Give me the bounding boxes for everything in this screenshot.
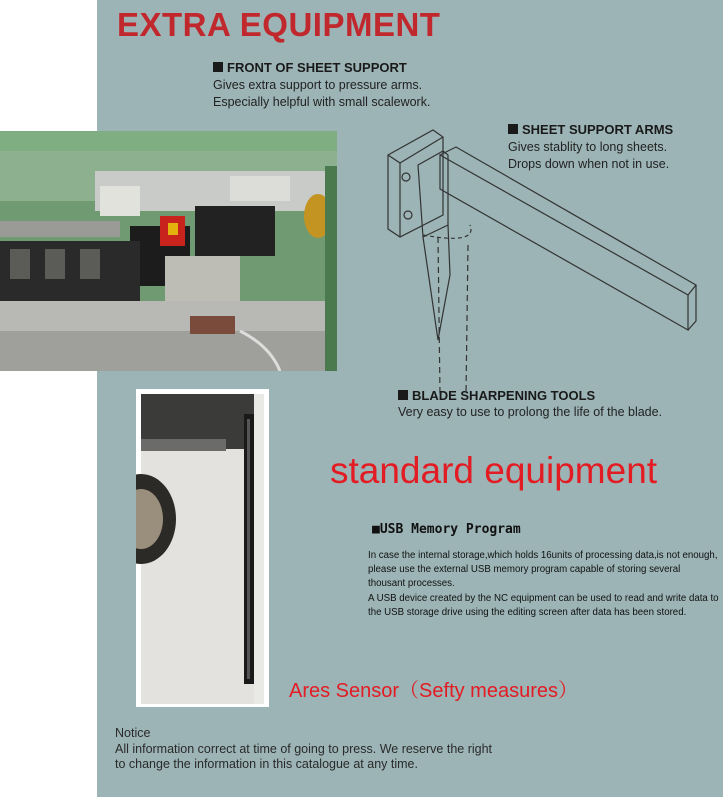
usb-program-text: In case the internal storage,which holds 16units of processing data,is not enough, please use the external USB memory program capable of storing several thousant processes. A USB device created by the NC equipment can be used to read and write data to the USB storage drive using the editing screen after data has been stored. [368, 550, 719, 618]
notice-heading: Notice [115, 726, 151, 740]
standard-equipment-heading: standard equipment [330, 450, 658, 491]
square-bullet-icon [213, 62, 223, 72]
front-support-heading: FRONT OF SHEET SUPPORT [213, 60, 407, 75]
support-arms-heading: SHEET SUPPORT ARMS [508, 122, 673, 137]
blade-tools-text: Very easy to use to prolong the life of the blade. [398, 405, 663, 419]
ares-sensor-photo [136, 389, 269, 707]
square-bullet-icon [398, 390, 408, 400]
support-arms-text: Gives stablity to long sheets. Drops down when not in use. [508, 140, 670, 171]
support-arm-drawing [378, 125, 698, 395]
front-support-text: Gives extra support to pressure arms. Especially helpful with small scalework. [213, 78, 431, 109]
front-support-photo [0, 131, 337, 371]
usb-program-heading: ■USB Memory Program [372, 522, 521, 537]
ares-sensor-caption: Ares Sensor（Sefty measures） [289, 680, 578, 702]
notice-block: Notice All information correct at time of going to press. We reserve the right to change the information in this catalogue at any time. [115, 726, 493, 771]
blade-tools-heading: BLADE SHARPENING TOOLS [398, 388, 595, 403]
page-title: EXTRA EQUIPMENT [117, 6, 441, 43]
